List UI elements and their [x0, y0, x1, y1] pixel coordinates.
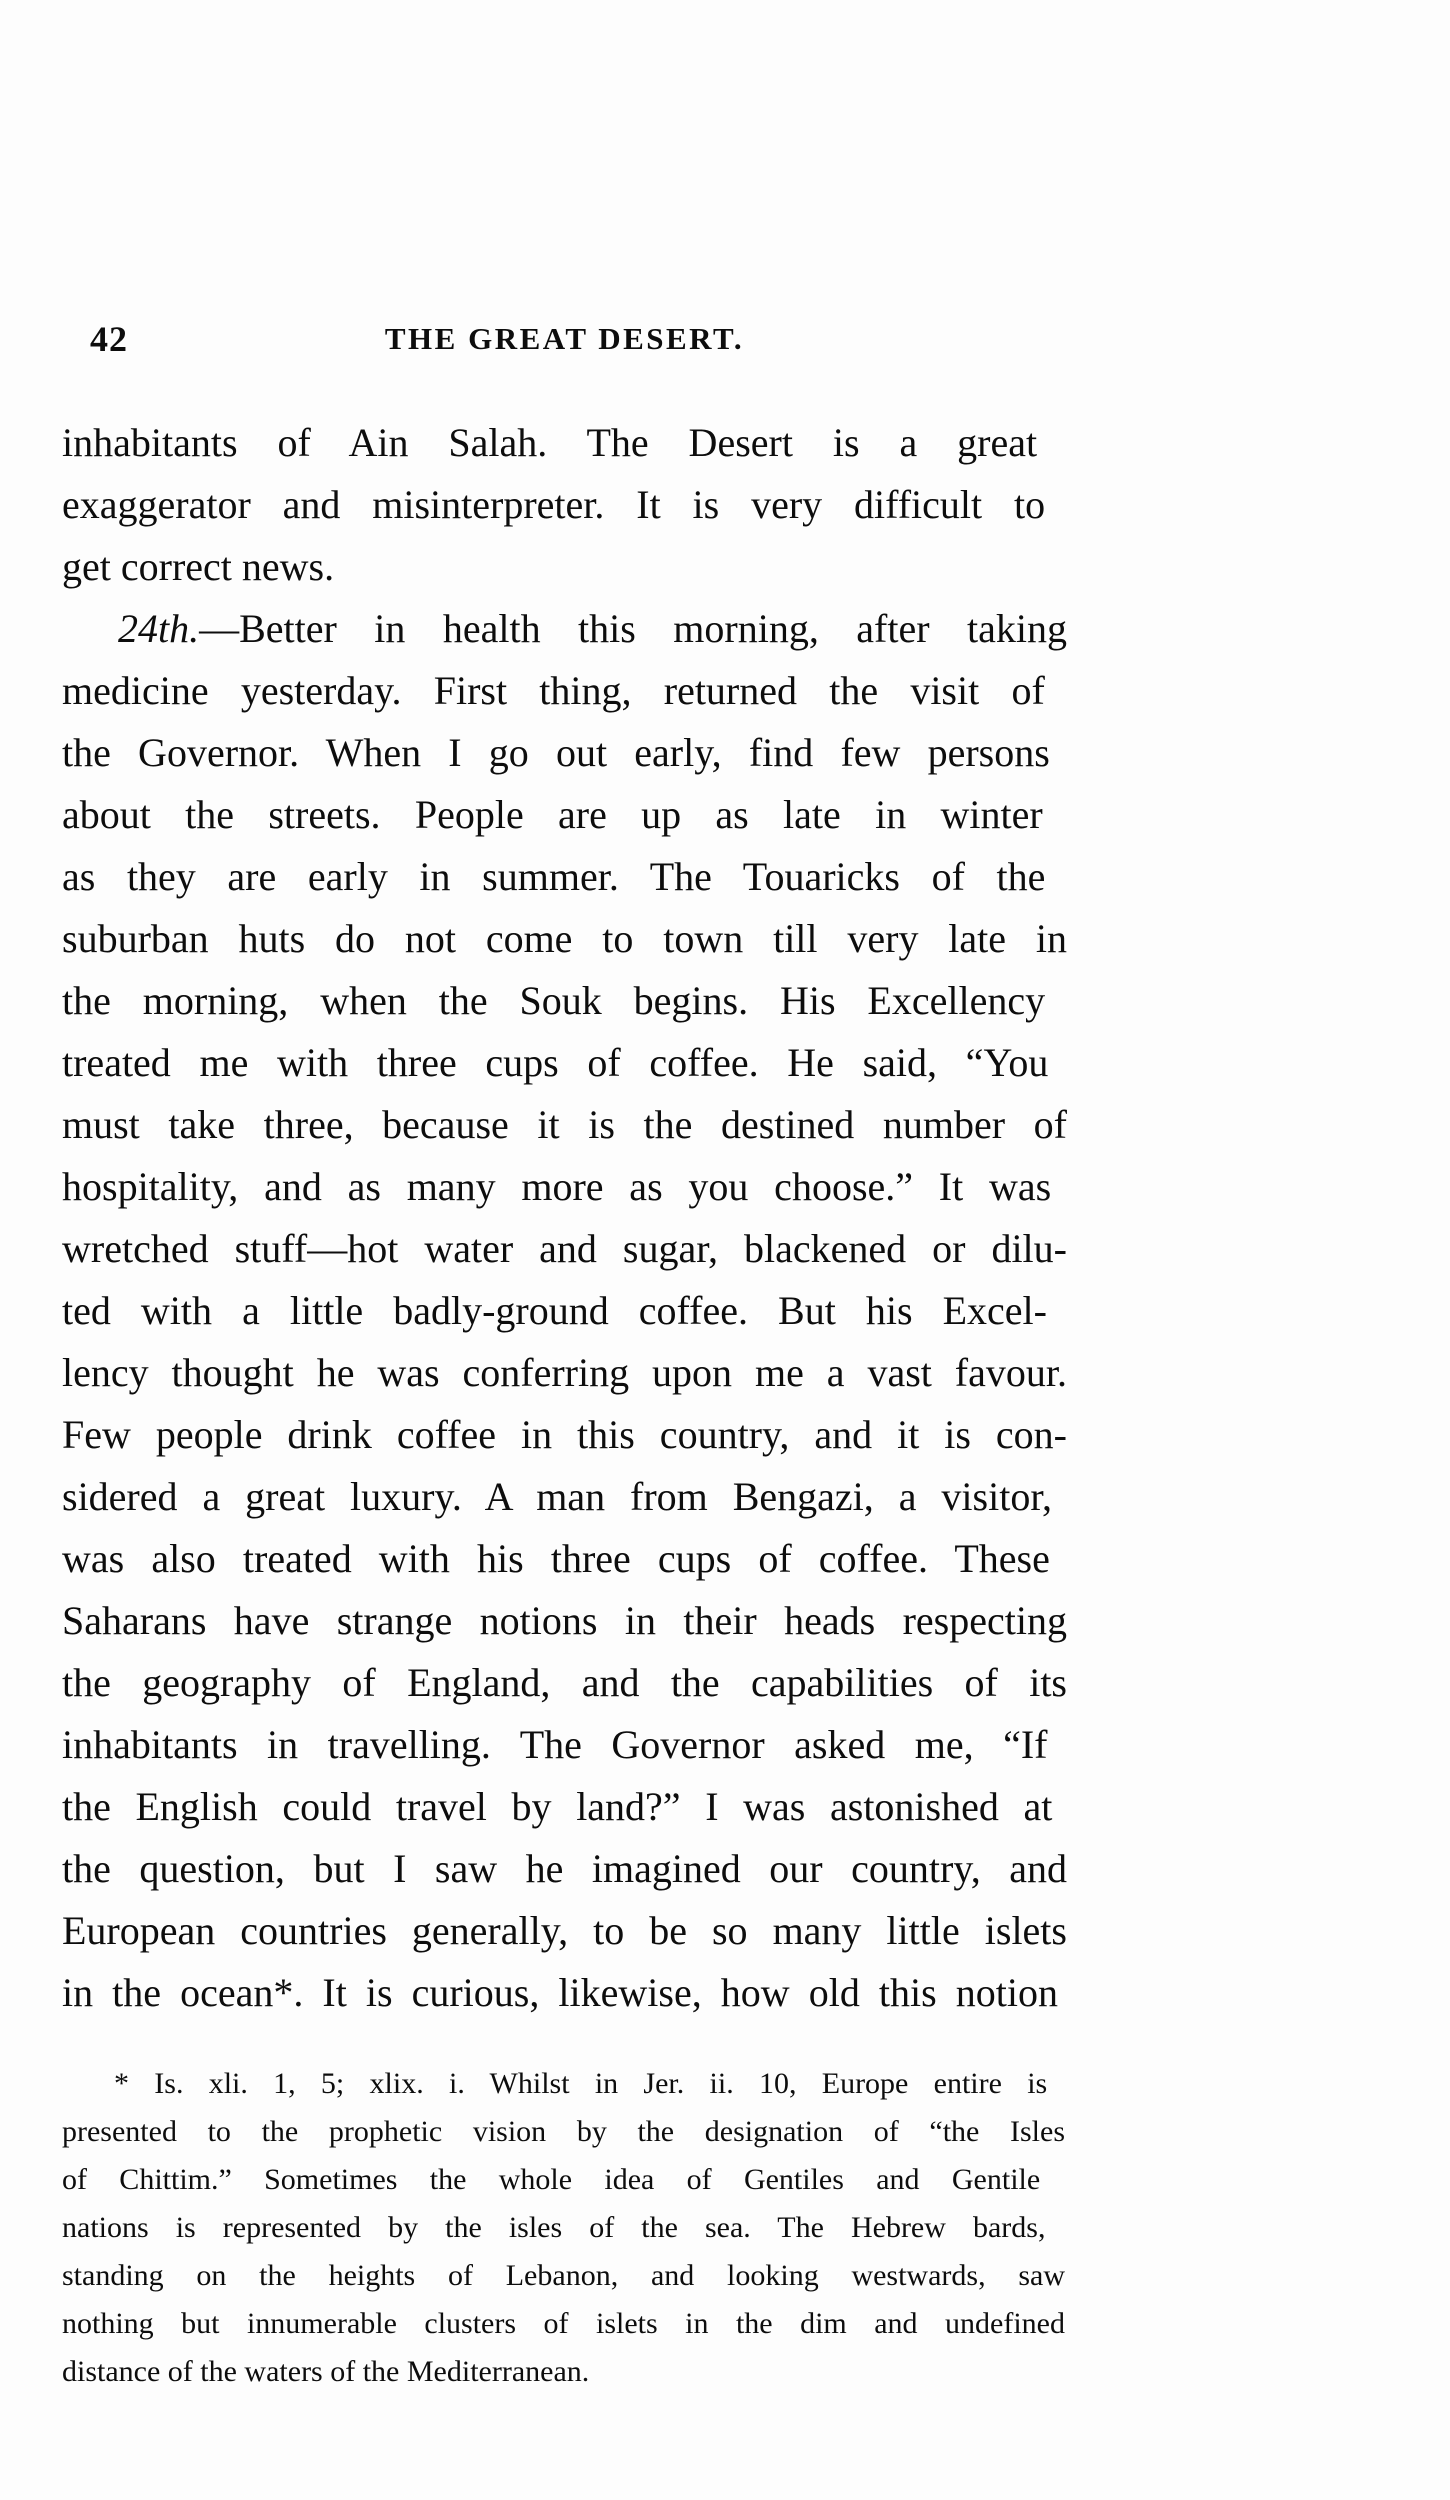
- text-line: as they are early in summer. The Touaricks of the: [62, 854, 1046, 899]
- text-line: the morning, when the Souk begins. His Excellency: [62, 978, 1046, 1023]
- text-line: lency thought he was conferring upon me a vast favour.: [62, 1350, 1067, 1395]
- text-line: the question, but I saw he imagined our country, and: [62, 1846, 1067, 1891]
- footnote-line: * Is. xli. 1, 5; xlix. i. Whilst in Jer. ii. 10, Europe entire is: [114, 2067, 1048, 2100]
- footnote-line: nothing but innumerable clusters of islets in the dim and undefined: [62, 2307, 1065, 2340]
- text-line: wretched stuff—hot water and sugar, blackened or dilu-: [62, 1226, 1067, 1271]
- footnote-line: nations is represented by the isles of the sea. The Hebrew bards,: [62, 2211, 1046, 2244]
- running-title: THE GREAT DESERT.: [384, 321, 745, 356]
- text-line: the Governor. When I go out early, find few persons: [62, 730, 1050, 775]
- footnote-line: presented to the prophetic vision by the designation of “the Isles: [62, 2115, 1065, 2148]
- footnote: [62, 2060, 1065, 2396]
- body-text: [62, 412, 1067, 2024]
- text-line: Saharans have strange notions in their heads respecting: [62, 1598, 1067, 1643]
- text-line: in the ocean*. It is curious, likewise, how old this notion: [62, 1970, 1058, 2015]
- text-line: treated me with three cups of coffee. He said, “You: [62, 1040, 1049, 1085]
- text-line: the English could travel by land?” I was astonished at: [62, 1784, 1053, 1829]
- footnote-line: distance of the waters of the Mediterranean.: [62, 2355, 590, 2388]
- text-line: the geography of England, and the capabilities of its: [62, 1660, 1067, 1705]
- footnote-line: standing on the heights of Lebanon, and looking westwards, saw: [62, 2259, 1065, 2292]
- page-header: [62, 318, 1067, 360]
- text-line: inhabitants of Ain Salah. The Desert is a great: [62, 420, 1038, 465]
- text-line: Few people drink coffee in this country, and it is con-: [62, 1412, 1067, 1457]
- footnote-line: of Chittim.” Sometimes the whole idea of Gentiles and Gentile: [62, 2163, 1041, 2196]
- text-line: suburban huts do not come to town till very late in: [62, 916, 1067, 961]
- date-heading: 24th.: [118, 606, 200, 651]
- text-line: must take three, because it is the destined number of: [62, 1102, 1067, 1147]
- text-line: about the streets. People are up as late in winter: [62, 792, 1043, 837]
- text-line: hospitality, and as many more as you choose.” It was: [62, 1164, 1052, 1209]
- text-line-paragraph-start: 24th.—Better in health this morning, after taking: [118, 606, 1067, 651]
- text-line: get correct news.: [62, 544, 335, 589]
- text-line: inhabitants in travelling. The Governor asked me, “If: [62, 1722, 1048, 1767]
- text-line: exaggerator and misinterpreter. It is very difficult to: [62, 482, 1046, 527]
- text-line: European countries generally, to be so many little islets: [62, 1908, 1067, 1953]
- text-line: sidered a great luxury. A man from Bengazi, a visitor,: [62, 1474, 1053, 1519]
- page-number: 42: [90, 319, 128, 359]
- text-line: ted with a little badly-ground coffee. But his Excel-: [62, 1288, 1047, 1333]
- text-line: was also treated with his three cups of coffee. These: [62, 1536, 1050, 1581]
- text-line: medicine yesterday. First thing, returned the visit of: [62, 668, 1045, 713]
